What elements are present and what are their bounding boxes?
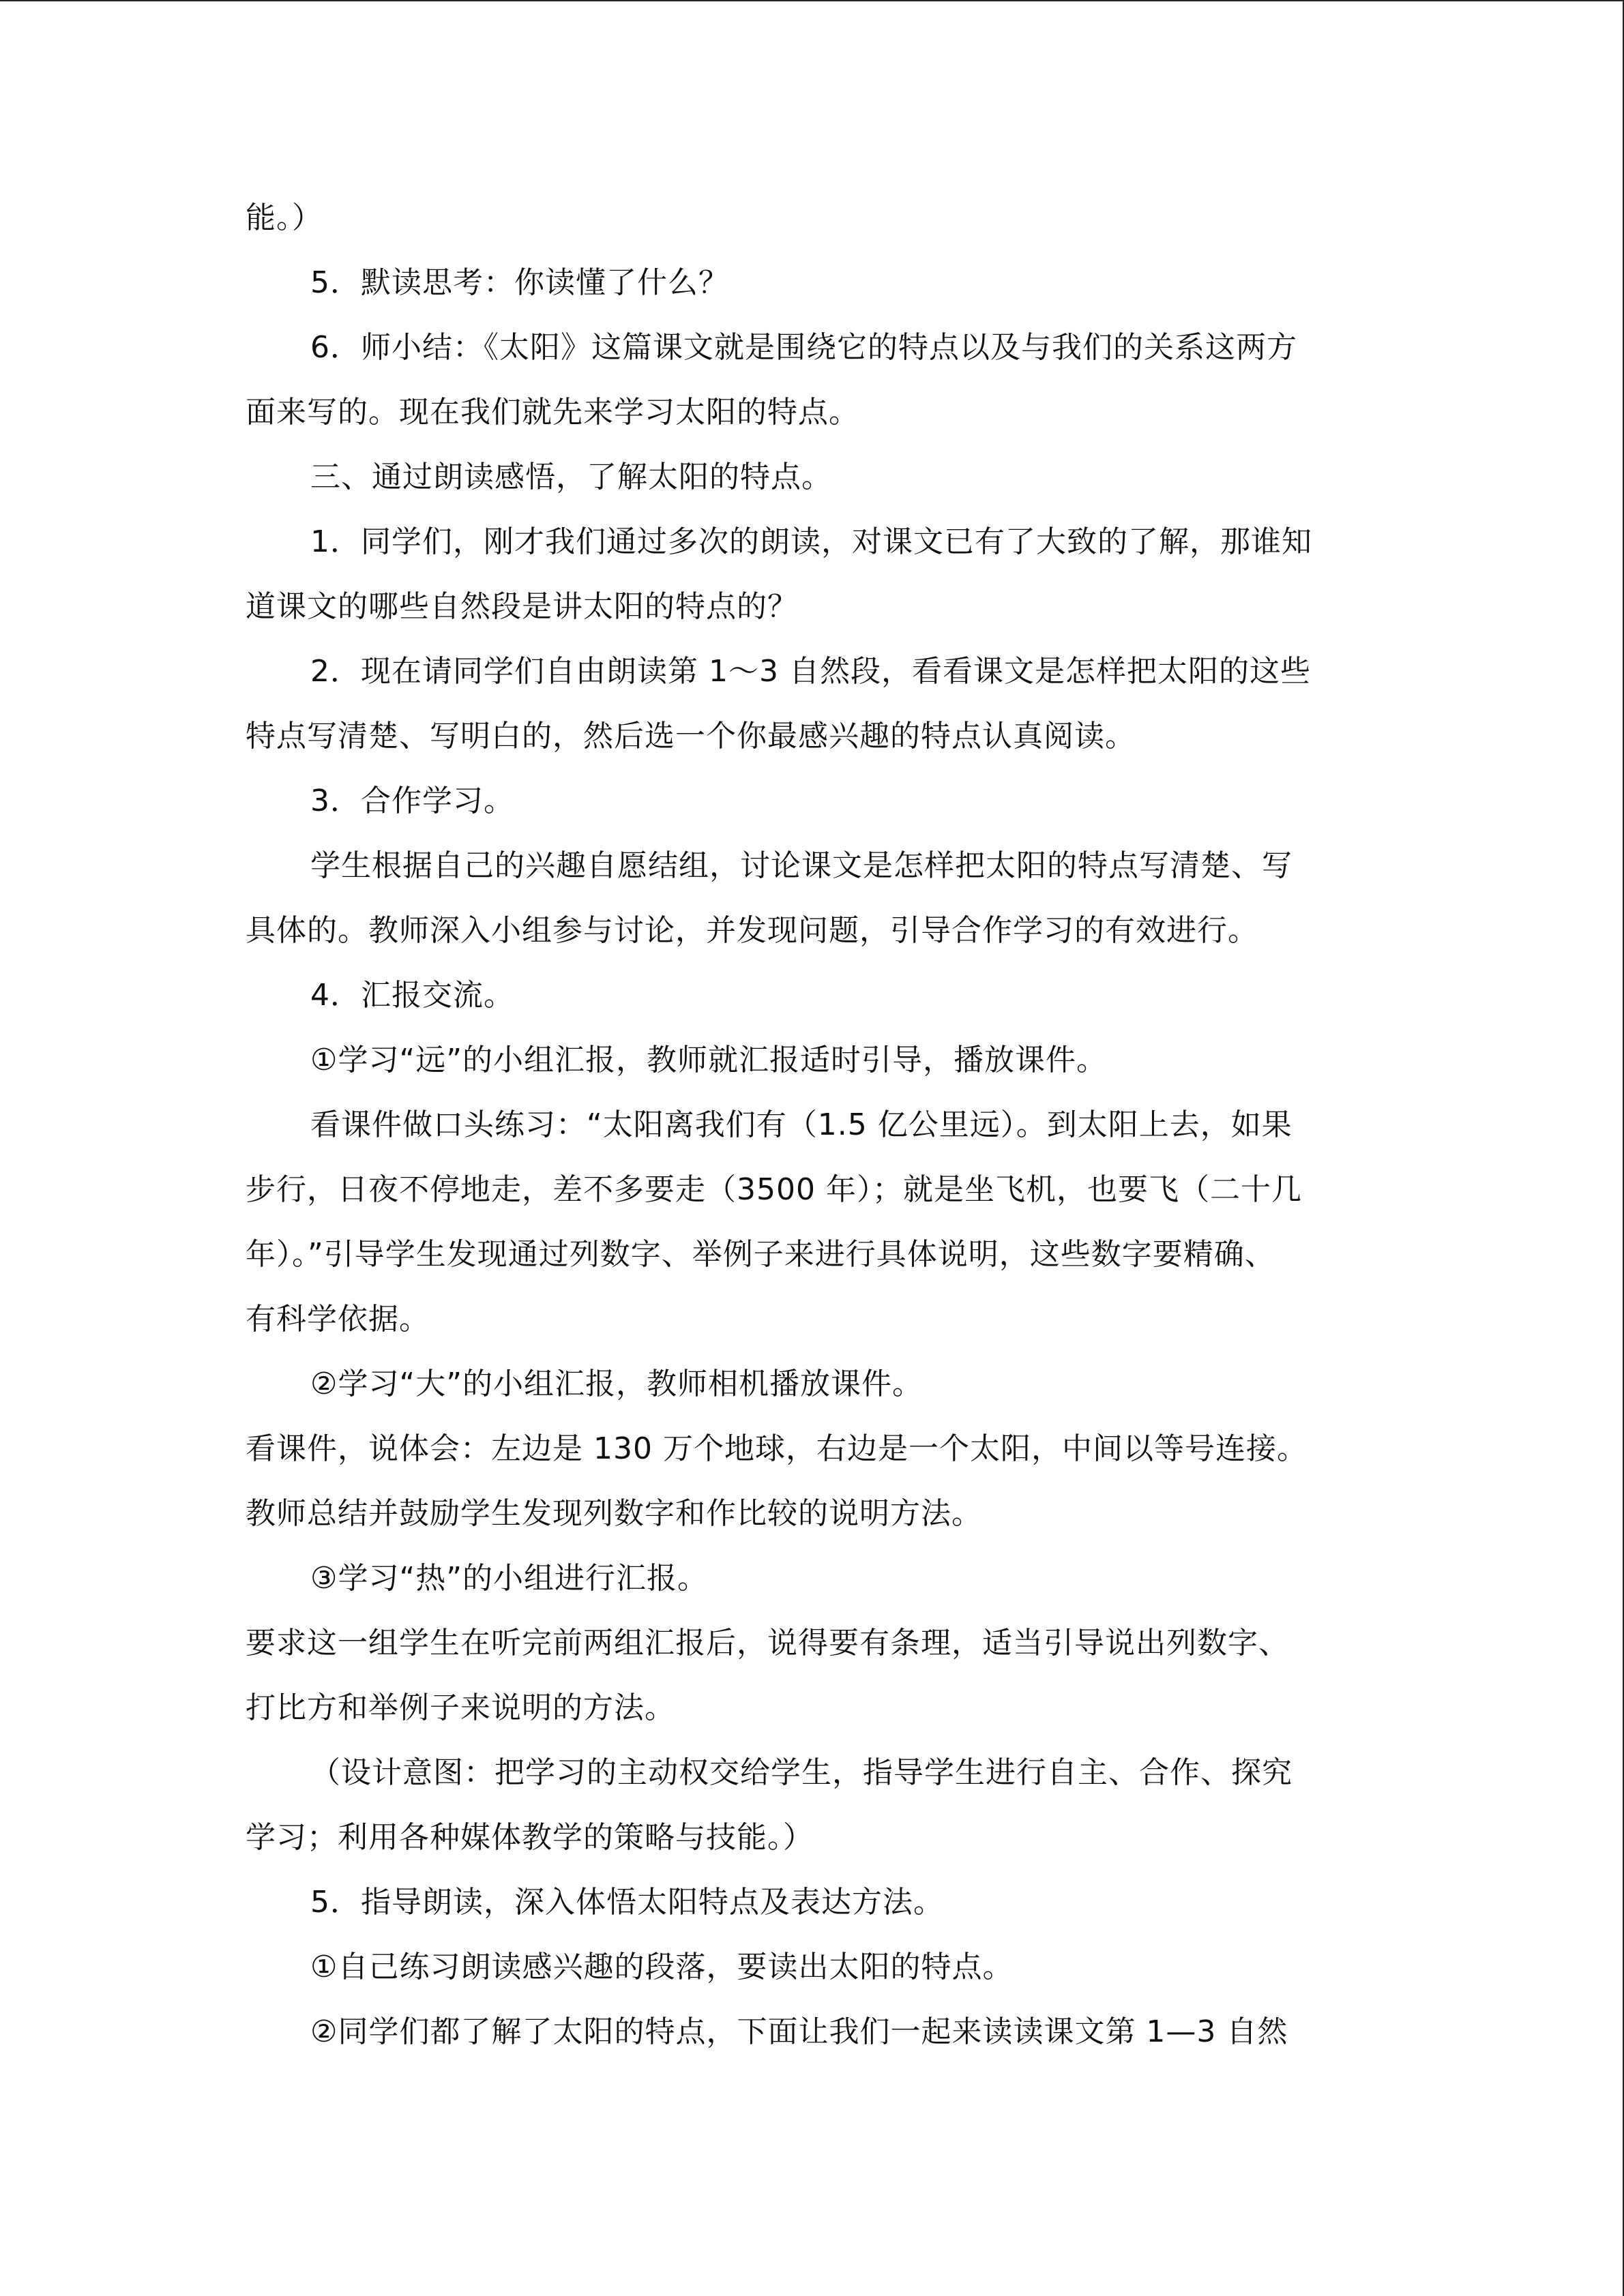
text-line: 有科学依据。 [246,1302,430,1337]
text-line: ②同学们都了解了太阳的特点，下面让我们一起来读读课文第 1—3 自然 [310,2014,1288,2049]
text-line: 教师总结并鼓励学生发现列数字和作比较的说明方法。 [246,1496,982,1531]
text-line: 年）。”引导学生发现通过列数字、举例子来进行具体说明，这些数字要精确、 [246,1237,1275,1272]
text-line: 打比方和举例子来说明的方法。 [246,1690,675,1725]
text-line: 学生根据自己的兴趣自愿结组，讨论课文是怎样把太阳的特点写清楚、写 [310,848,1293,883]
text-line: 步行，日夜不停地走，差不多要走（3500 年）；就是坐飞机，也要飞（二十几 [246,1172,1302,1207]
text-line: 看课件做口头练习：“太阳离我们有（1.5 亿公里远）。到太阳上去，如果 [310,1107,1293,1142]
text-line: 要求这一组学生在听完前两组汇报后，说得要有条理，适当引导说出列数字、 [246,1626,1289,1660]
text-line: 特点写清楚、写明白的，然后选一个你最感兴趣的特点认真阅读。 [246,719,1136,754]
section-heading: 三、通过朗读感悟，了解太阳的特点。 [310,460,832,494]
text-line: 6．师小结：《太阳》这篇课文就是围绕它的特点以及与我们的关系这两方 [310,330,1297,365]
text-line: ①学习“远”的小组汇报，教师就汇报适时引导，播放课件。 [310,1043,1108,1077]
text-line: 5．指导朗读，深入体悟太阳特点及表达方法。 [310,1885,944,1920]
text-line: 3．合作学习。 [310,784,514,818]
text-line: 能。） [246,200,323,235]
design-intent-note: 学习；利用各种媒体教学的策略与技能。） [246,1820,814,1855]
text-line: ②学习“大”的小组汇报，教师相机播放课件。 [310,1367,924,1401]
text-line: 道课文的哪些自然段是讲太阳的特点的？ [246,589,798,624]
text-line: ③学习“热”的小组进行汇报。 [310,1561,709,1596]
text-line: 看课件，说体会：左边是 130 万个地球，右边是一个太阳，中间以等号连接。 [246,1431,1308,1466]
text-line: 2．现在请同学们自由朗读第 1～3 自然段，看看课文是怎样把太阳的这些 [310,654,1311,689]
design-intent-note: （设计意图：把学习的主动权交给学生，指导学生进行自主、合作、探究 [310,1755,1293,1790]
text-line: 5．默读思考：你读懂了什么？ [310,265,729,300]
text-line: 具体的。教师深入小组参与讨论，并发现问题，引导合作学习的有效进行。 [246,913,1258,948]
text-line: ①自己练习朗读感兴趣的段落，要读出太阳的特点。 [310,1950,1014,1984]
text-line: 面来写的。现在我们就先来学习太阳的特点。 [246,395,859,430]
text-line: 1．同学们，刚才我们通过多次的朗读，对课文已有了大致的了解，那谁知 [310,524,1312,559]
text-line: 4．汇报交流。 [310,978,514,1013]
